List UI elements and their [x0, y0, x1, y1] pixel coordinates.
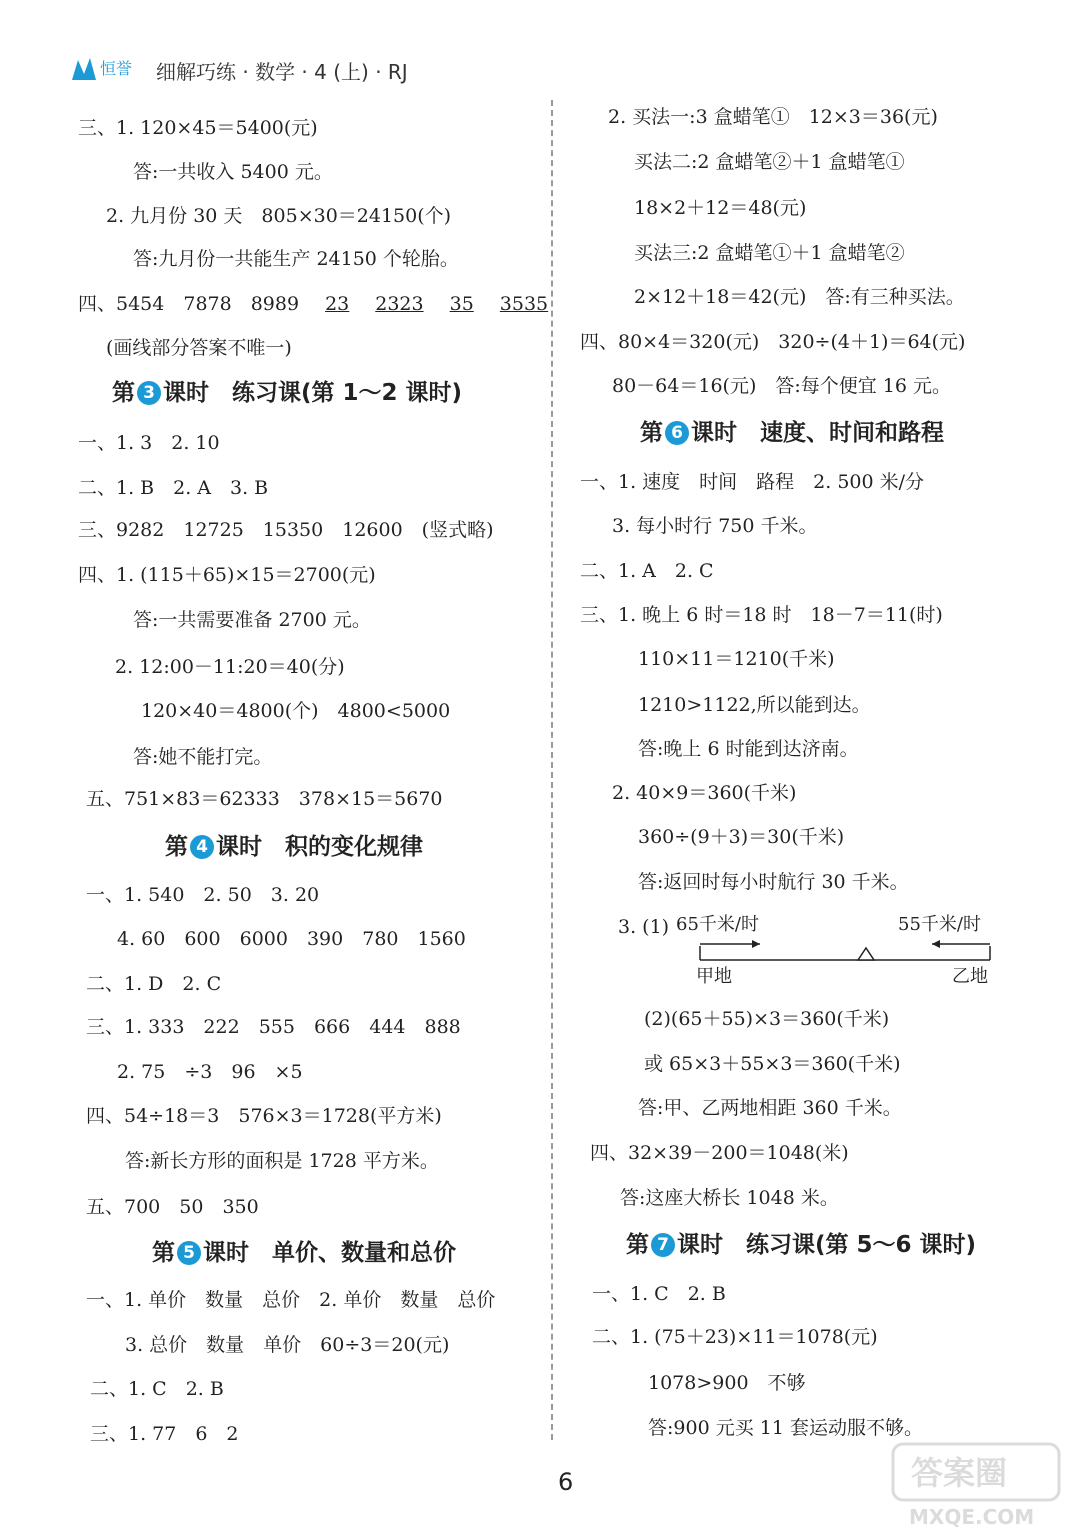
right-place-label: 乙地 — [952, 966, 988, 987]
answer-line: 答:新长方形的面积是 1728 平方米。 — [125, 1150, 439, 1172]
answer-line: 答:晚上 6 时能到达济南。 — [638, 738, 859, 760]
answer-line: 三、1. 120×45＝5400(元) — [78, 117, 318, 139]
answer-line: 五、700 50 350 — [86, 1196, 259, 1218]
answer-line: 答:这座大桥长 1048 米。 — [620, 1187, 839, 1209]
answer-line: 答:返回时每小时航行 30 千米。 — [638, 871, 909, 893]
column-divider — [551, 100, 553, 1440]
answer-line: 三、9282 12725 15350 12600 (竖式略) — [78, 519, 494, 541]
page-number: 6 — [558, 1468, 574, 1496]
section-title-lesson-3: 第 3 课时 练习课(第 1～2 课时) — [112, 380, 463, 406]
right-speed-label: 55千米/时 — [898, 914, 981, 935]
section-title-lesson-4: 第 4 课时 积的变化规律 — [165, 834, 423, 860]
section-title-lesson-5: 第 5 课时 单价、数量和总价 — [152, 1240, 456, 1266]
header-title: 细解巧练 · 数学 · 4 (上) · RJ — [156, 59, 408, 84]
answer-note: (画线部分答案不唯一) — [106, 337, 292, 359]
answer-line: 2×12＋18＝42(元) 答:有三种买法。 — [634, 286, 965, 308]
svg-text:答案圈: 答案圈 — [911, 1454, 1008, 1492]
answer-line: 答:一共需要准备 2700 元。 — [133, 609, 371, 631]
answer-line: 四、32×39－200＝1048(米) — [590, 1142, 849, 1164]
answer-line: 二、1. (75＋23)×11＝1078(元) — [592, 1326, 878, 1348]
lesson-number-badge: 7 — [651, 1233, 675, 1257]
answer-line: 三、1. 晚上 6 时＝18 时 18－7＝11(时) — [580, 604, 943, 626]
answer-line: 一、1. 单价 数量 总价 2. 单价 数量 总价 — [86, 1289, 496, 1311]
section-title-lesson-6: 第 6 课时 速度、时间和路程 — [640, 420, 944, 446]
answer-line: 3. 总价 数量 单价 60÷3＝20(元) — [125, 1334, 450, 1356]
answer-line: 二、1. D 2. C — [86, 973, 222, 995]
answer-line: 三、1. 333 222 555 666 444 888 — [86, 1016, 461, 1038]
answer-line: 答:甲、乙两地相距 360 千米。 — [638, 1097, 902, 1119]
answer-line: 2. 九月份 30 天 805×30＝24150(个) — [106, 205, 452, 227]
answer-line: 3. 每小时行 750 千米。 — [612, 515, 818, 537]
answer-line: 二、1. B 2. A 3. B — [78, 477, 269, 499]
left-place-label: 甲地 — [696, 966, 732, 987]
answer-line: 买法三:2 盒蜡笔①＋1 盒蜡笔② — [634, 242, 905, 264]
answer-line: 四、54÷18＝3 576×3＝1728(平方米) — [86, 1105, 442, 1127]
answer-line: 一、1. 540 2. 50 3. 20 — [86, 884, 320, 906]
svg-text:MXQE.COM: MXQE.COM — [909, 1505, 1035, 1529]
answer-line: 1078>900 不够 — [648, 1372, 806, 1394]
answer-line: 二、1. C 2. B — [90, 1378, 224, 1400]
answer-line: 一、1. 3 2. 10 — [78, 432, 220, 454]
underlined-answer: 23 — [325, 293, 350, 315]
left-speed-label: 65千米/时 — [676, 914, 759, 935]
answer-line: 一、1. 速度 时间 路程 2. 500 米/分 — [580, 471, 925, 493]
answer-line: 一、1. C 2. B — [592, 1283, 726, 1305]
lesson-number-badge: 5 — [177, 1241, 201, 1265]
answer-line: 答:九月份一共能生产 24150 个轮胎。 — [133, 248, 459, 270]
answer-line: 答:她不能打完。 — [133, 746, 273, 768]
answer-line: 2. 买法一:3 盒蜡笔① 12×3＝36(元) — [608, 106, 938, 128]
svg-text:恒誉: 恒誉 — [100, 59, 133, 78]
answer-line: 2. 40×9＝360(千米) — [612, 782, 797, 804]
answer-line: 80－64＝16(元) 答:每个便宜 16 元。 — [612, 375, 952, 397]
page-header — [70, 50, 408, 90]
answer-line: 360÷(9＋3)＝30(千米) — [638, 826, 845, 848]
lesson-number-badge: 3 — [137, 381, 161, 405]
answer-line: 五、751×83＝62333 378×15＝5670 — [86, 788, 443, 810]
answer-line: 2. 12:00－11:20＝40(分) — [115, 656, 345, 678]
answer-line: 三、1. 77 6 2 — [90, 1423, 239, 1445]
watermark-logo — [891, 1440, 1061, 1530]
answer-line: 或 65×3＋55×3＝360(千米) — [644, 1053, 901, 1075]
underlined-answer: 35 — [449, 293, 474, 315]
answer-line: 二、1. A 2. C — [580, 560, 714, 582]
answer-line: 3. (1) — [618, 916, 670, 938]
answer-line: (2)(65＋55)×3＝360(千米) — [644, 1008, 890, 1030]
lesson-number-badge: 6 — [665, 421, 689, 445]
section-title-lesson-7: 第 7 课时 练习课(第 5～6 课时) — [626, 1232, 977, 1258]
underlined-answer: 2323 — [375, 293, 424, 315]
answer-line: 四、1. (115＋65)×15＝2700(元) — [78, 564, 376, 586]
answer-line: 四、80×4＝320(元) 320÷(4＋1)＝64(元) — [580, 331, 966, 353]
lesson-number-badge: 4 — [190, 835, 214, 859]
publisher-logo — [70, 52, 150, 88]
answer-line — [78, 292, 548, 316]
answer-text: 四、5454 7878 8989 — [78, 293, 300, 315]
answer-line: 4. 60 600 6000 390 780 1560 — [117, 928, 466, 950]
answer-line: 答:900 元买 11 套运动服不够。 — [648, 1417, 923, 1439]
answer-line: 1210>1122,所以能到达。 — [638, 694, 871, 716]
answer-line: 2. 75 ÷3 96 ×5 — [117, 1061, 303, 1083]
answer-line: 18×2＋12＝48(元) — [634, 197, 807, 219]
underlined-answer: 3535 — [499, 293, 549, 315]
distance-diagram — [676, 910, 1010, 990]
meeting-point-icon — [858, 948, 874, 960]
answer-line: 答:一共收入 5400 元。 — [133, 161, 333, 183]
answer-line: 120×40＝4800(个) 4800<5000 — [141, 700, 451, 722]
answer-line: 买法二:2 盒蜡笔②＋1 盒蜡笔① — [634, 151, 905, 173]
answer-line: 110×11＝1210(千米) — [638, 648, 835, 670]
